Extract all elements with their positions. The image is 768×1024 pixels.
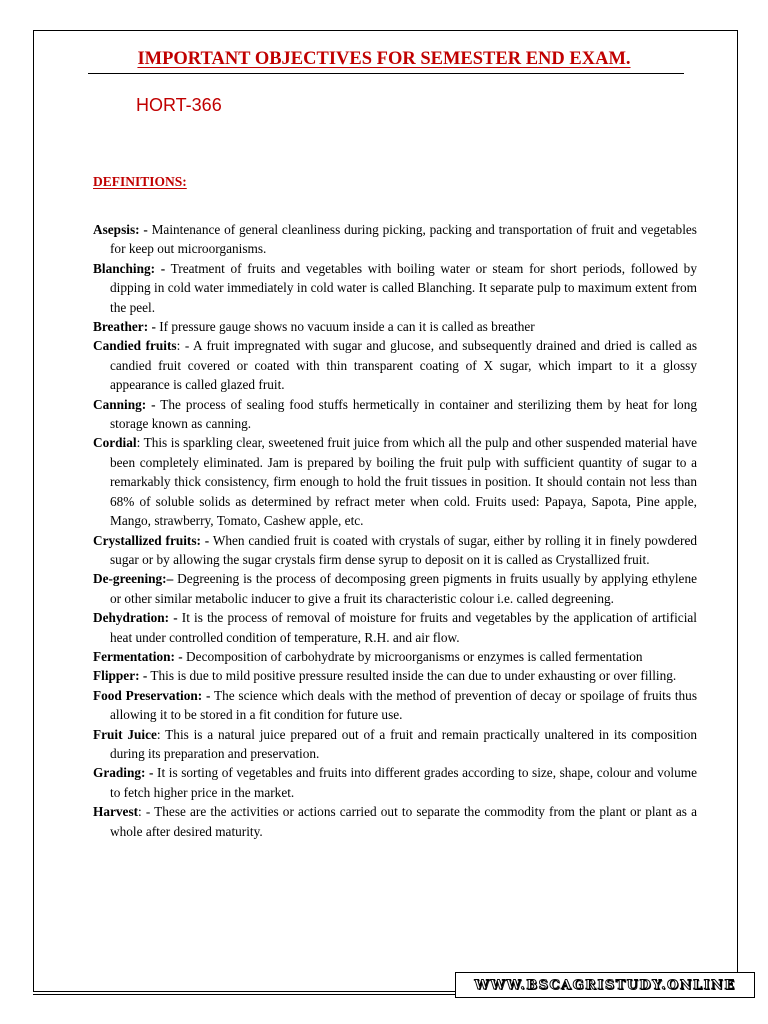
definition-term: Fruit Juice	[93, 726, 157, 742]
course-code: HORT-366	[136, 95, 222, 115]
definition-term: Breather: -	[93, 319, 156, 335]
definition-entry	[93, 220, 697, 259]
definition-entry	[93, 802, 697, 841]
title-underline-rule	[88, 73, 684, 74]
definition-entry	[93, 608, 697, 647]
definition-term: Asepsis: -	[93, 222, 148, 237]
definition-text: : This is a natural juice prepared out of a fruit and remain practically unaltered in its composition during its preparation and preservation.	[110, 726, 697, 761]
definition-entry	[93, 686, 697, 725]
document-title-text: IMPORTANT OBJECTIVES FOR SEMESTER END EXAM.	[137, 49, 631, 69]
website-watermark-text: WWW.BSCAGRISTUDY.ONLINE	[474, 977, 736, 993]
website-watermark	[455, 972, 755, 998]
definition-text: Decomposition of carbohydrate by microorganisms or enzymes is called fermentation	[182, 648, 643, 664]
definition-text: It is the process of removal of moisture for fruits and vegetables by the application of artificial heat under controlled condition of temperature, R.H. and air flow.	[110, 610, 697, 645]
definition-text: This is due to mild positive pressure resulted inside the can due to under exhausting or over filling.	[147, 668, 677, 684]
definition-term: De-greening:–	[93, 571, 174, 587]
document-title	[0, 49, 768, 70]
definition-text: When candied fruit is coated with crystals of sugar, either by rolling it in finely powdered sugar or by allowing the sugar crystals firm dense syrup to deposit on it is called as Crystallized fruit.	[110, 532, 697, 567]
definition-entry	[93, 763, 697, 802]
definition-term: Cordial	[93, 435, 137, 451]
definition-entry	[93, 336, 697, 394]
definition-term: Flipper: -	[93, 668, 148, 684]
definition-text: If pressure gauge shows no vacuum inside a can it is called as breather	[155, 319, 535, 335]
definition-text: : This is sparkling clear, sweetened fruit juice from which all the pulp and other suspended material have been completely eliminated. Jam is prepared by boiling the fruit pulp with sufficient quantity of sugar to a remarkably thick consistency, firm enough to hold the fruit tissues in position. It should contain not less than 68% of soluble solids as determined by refract meter when cold. Fruits used: Papaya, Sapota, Pine apple, Mango, strawberry, Tomato, Cashew apple, etc.	[110, 435, 697, 529]
definition-term: Fermentation: -	[93, 648, 183, 664]
definition-text: Treatment of fruits and vegetables with boiling water or steam for short periods, followed by dipping in cold water immediately in cold water is called Blanching. It separate pulp to maximum extent from the peel.	[110, 260, 697, 315]
definition-entry	[93, 317, 697, 336]
definition-text: Maintenance of general cleanliness during picking, packing and transportation of fruit and vegetables for keep out microorganisms.	[110, 222, 697, 257]
definition-text: The process of sealing food stuffs hermetically in container and sterilizing them by heat for long storage known as canning.	[110, 396, 697, 432]
definition-term: Crystallized fruits: -	[93, 532, 210, 548]
definition-term: Candied fruits	[93, 338, 177, 354]
definition-term: Food Preservation: -	[93, 687, 211, 703]
definition-term: Grading: -	[93, 765, 154, 781]
definition-entry	[93, 569, 697, 608]
definition-text: Degreening is the process of decomposing green pigments in fruits usually by applying ethylene or other similar metabolic inducer to give a fruit its characteristic colour i.e. called degreening.	[110, 571, 697, 606]
definition-term: Canning: -	[93, 396, 156, 412]
page-border-double-line	[33, 994, 455, 997]
definition-entry	[93, 395, 697, 434]
definition-entry	[93, 531, 697, 570]
definition-entry	[93, 725, 697, 764]
definition-text: : - These are the activities or actions carried out to separate the commodity from the plant or plant as a whole after desired maturity.	[110, 804, 697, 839]
definition-term: Harvest	[93, 804, 139, 820]
section-heading-definitions: DEFINITIONS:	[93, 174, 187, 189]
definition-text: It is sorting of vegetables and fruits into different grades according to size, shape, colour and volume to fetch higher price in the market.	[110, 765, 697, 800]
definition-text: : - A fruit impregnated with sugar and glucose, and subsequently drained and dried is called as candied fruit covered or coated with thin transparent coating of X sugar, which impart to it a glossy appearance is called glazed fruit.	[110, 338, 697, 393]
definition-entry	[93, 666, 697, 685]
definition-term: Dehydration: -	[93, 610, 178, 626]
definition-entry	[93, 433, 697, 530]
definition-entry	[93, 259, 697, 317]
definition-entry	[93, 647, 697, 666]
definition-text: The science which deals with the method of prevention of decay or spoilage of fruits thus allowing it to be stored in a fit condition for future use.	[110, 687, 697, 723]
definitions-list	[93, 220, 697, 841]
definition-term: Blanching: -	[93, 260, 166, 276]
